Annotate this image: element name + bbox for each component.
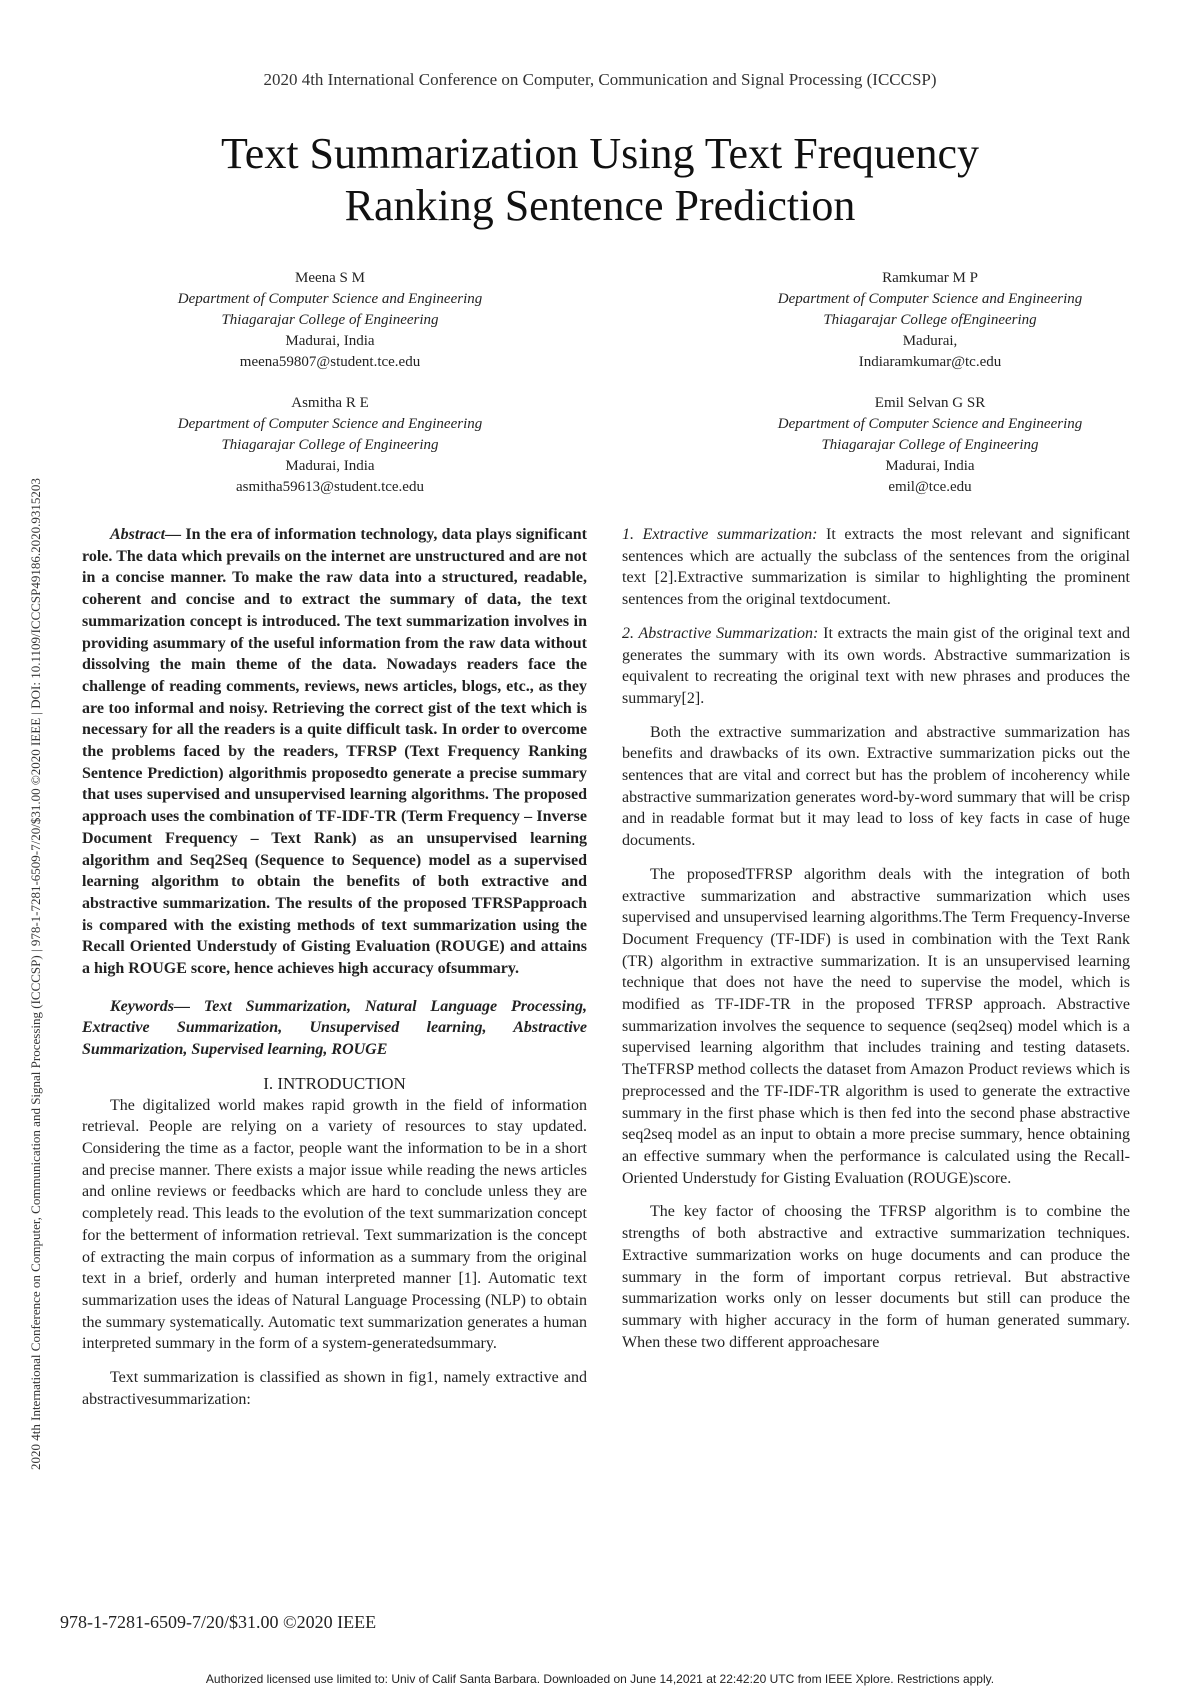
left-column [82,524,587,1410]
intro-paragraph-2: Text summarization is classified as shown in fig1, namely extractive and abstractivesummarization: [82,1369,587,1408]
author-block-3 [110,393,550,498]
abstract-text: In the era of information technology, data plays significant role. The data which prevails on the internet are unstructured and are not in a concise manner. To make the raw data into a structured, readable, coherent and concise and to extract the summary of data, the text summarization concept is introduced. The text summarization involves in providing asummary of the useful information from the raw data without dissolving the main theme of the data. Nowadays readers face the challenge of reading comments, reviews, news articles, blogs, etc., as they are too informal and noisy. Retrieving the correct gist of the text which is necessary for all the readers is a quite difficult task. In order to overcome the problems faced by the readers, TFRSP (Text Frequency Ranking Sentence Prediction) algorithmis proposedto generate a precise summary that uses supervised and unsupervised learning algorithms. The proposed approach uses the combination of TF-IDF-TR (Term Frequency – Inverse Document Frequency – Text Rank) as an unsupervised learning algorithm and Seq2Seq (Sequence to Sequence) model as a supervised learning algorithm to obtain the benefits of both extractive and abstractive summarization. The results of the proposed TFRSPapproach is compared with the existing methods of text summarization using the Recall Oriented Understudy of Gisting Evaluation (ROUGE) and attains a high ROUGE score, hence achieves high accuracy ofsummary. [82,526,587,978]
right-column [622,524,1130,1353]
author-name: Emil Selvan G SR [874,395,986,411]
author-block-1 [110,268,550,373]
abstract-label: Abstract— [110,526,182,543]
conference-header: 2020 4th International Conference on Computer, Communication and Signal Processing (ICCCSP) [263,70,937,89]
title-line-1: Text Summarization Using Text Frequency [221,129,979,178]
section-heading-introduction: I. INTRODUCTION [263,1073,406,1093]
intro-paragraph-1: The digitalized world makes rapid growth in the field of information retrieval. People are relying on a variety of resources to stay updated. Considering the time as a factor, people want the information to be in a short and precise manner. There exists a major issue while reading the news articles and online reviews or feedbacks which are hard to conclude unless they are completely read. This leads to the evolution of the text summarization concept for the betterment of information retrieval. Text summarization is the concept of extracting the main corpus of information as a summary from the original text in a brief, orderly and human interpreted manner [1]. Automatic text summarization uses the ideas of Natural Language Processing (NLP) to obtain the summary systematically. Automatic text summarization generates a human interpreted summary in the form of a system-generatedsummary. [82,1096,587,1353]
author-name: Asmitha R E [291,395,369,411]
author-email: asmitha59613@student.tce.edu [236,479,424,495]
side-doi-note: 2020 4th International Conference on Computer, Communication and Signal Processing (ICCCSP) | 978-1-7281-6509-7/20/$31.00 ©2020 IEEE | DOI: 10.1109/ICCCSP49186.2020.9315203 [28,478,43,1470]
author-email: meena59807@student.tce.edu [239,354,421,370]
author-email: emil@tce.edu [888,479,972,495]
author-dept: Department of Computer Science and Engineering [777,291,1083,307]
author-block-2 [710,268,1150,373]
author-name: Meena S M [295,270,365,286]
author-college: Thiagarajar College of Engineering [821,437,1039,453]
author-college: Thiagarajar College ofEngineering [823,312,1037,328]
author-dept: Department of Computer Science and Engineering [177,291,483,307]
author-email: Indiaramkumar@tc.edu [858,354,1002,370]
extractive-definition [622,524,1130,611]
author-city: Madurai, India [885,458,975,474]
extractive-text: It extracts the most relevant and significant sentences which are actually the subclass of the sentences from the original text [2].Extractive summarization is similar to highlighting the prominent sentences from the original textdocument. [622,526,1130,609]
author-college: Thiagarajar College of Engineering [221,437,439,453]
abstract [82,524,587,980]
author-block-4 [710,393,1150,498]
abstractive-definition [622,623,1130,710]
license-notice: Authorized licensed use limited to: Univ of Calif Santa Barbara. Downloaded on June 14,2021 at 22:42:20 UTC from IEEE Xplore. Restrictions apply. [205,1672,995,1686]
extractive-label: 1. Extractive summarization: [622,526,818,543]
ieee-copyright: 978-1-7281-6509-7/20/$31.00 ©2020 IEEE [60,1612,377,1632]
author-city: Madurai, [902,333,958,349]
keywords-label: Keywords— [110,997,190,1015]
author-dept: Department of Computer Science and Engineering [777,416,1083,432]
author-name: Ramkumar M P [882,270,978,286]
paper-title [60,128,1140,232]
author-dept: Department of Computer Science and Engineering [177,416,483,432]
author-city: Madurai, India [285,458,375,474]
author-college: Thiagarajar College of Engineering [221,312,439,328]
right-paragraph-5: The key factor of choosing the TFRSP algorithm is to combine the strengths of both abstractive and extractive summarization techniques. Extractive summarization works on huge documents and can produce the summary in the form of important corpus retrieval. But abstractive summarization works only on lesser documents but still can produce the summary with higher accuracy in the form of human generated summary. When these two different approachesare [622,1203,1130,1351]
right-paragraph-4: The proposedTFRSP algorithm deals with the integration of both extractive summarization and abstractive summarization which uses supervised and unsupervised learning algorithms.The Term Frequency-Inverse Document Frequency (TF-IDF) is used in combination with the Text Rank (TR) algorithm in extractive summarization. It is an unsupervised learning technique that does not have the need to supervise the model, which is modified as TF-IDF-TR in the proposed TFRSP approach. Abstractive summarization involves the sequence to sequence (seq2seq) model which is a supervised learning algorithm that includes training and testing datasets. TheTFRSP method collects the dataset from Amazon Product reviews which is preprocessed and the TF-IDF-TR algorithm is used to generate the extractive summary in the first phase which is then fed into the second phase abstractive seq2seq model as an input to obtain a more precise summary, hence obtaining an effective summary when the performance is calculated using the Recall-Oriented Understudy for Gisting Evaluation (ROUGE)score. [622,865,1130,1187]
keywords-text: Text Summarization, Natural Language Processing, Extractive Summarization, Unsupervised learning, Abstractive Summarization, Supervised learning, ROUGE [82,997,587,1059]
title-line-2: Ranking Sentence Prediction [344,181,856,230]
author-city: Madurai, India [285,333,375,349]
abstractive-label: 2. Abstractive Summarization: [622,624,819,642]
right-paragraph-3: Both the extractive summarization and abstractive summarization has benefits and drawbacks of its own. Extractive summarization picks out the sentences that are vital and correct but has the problem of incoherency while abstractive summarization generates word-by-word summary that will be crisp and in readable format but it may lead to loss of key facts in case of huge documents. [622,723,1130,850]
abstractive-text: It extracts the main gist of the original text and generates the summary with its own words. Abstractive summarization is equivalent to recreating the original text with new phrases and produces the summary[2]. [622,624,1130,707]
keywords [82,996,587,1061]
